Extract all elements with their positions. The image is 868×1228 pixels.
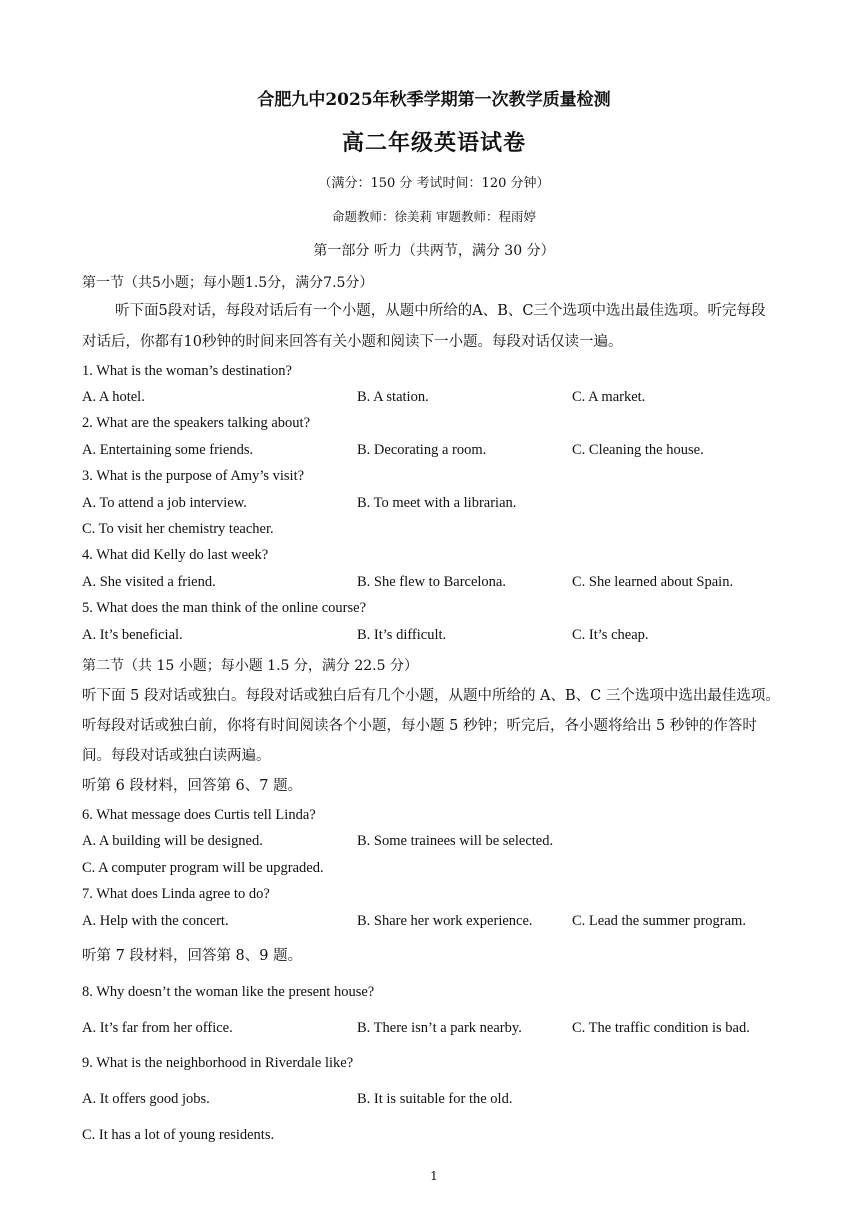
option-c: C. She learned about Spain. xyxy=(572,574,734,590)
page-number: 1 xyxy=(430,1169,438,1183)
material-6-heading: 听第 6 段材料，回答第 6、7 题。 xyxy=(82,778,303,794)
option-c: C. Cleaning the house. xyxy=(572,442,704,458)
option-a: A. It’s beneficial. xyxy=(82,627,183,643)
option-a: A. A building will be designed. xyxy=(82,833,263,849)
exam-meta: （满分：150 分 考试时间：120 分钟） xyxy=(318,176,550,191)
option-a: A. Help with the concert. xyxy=(82,913,229,929)
option-a: A. It’s far from her office. xyxy=(82,1020,233,1036)
option-b: B. It’s difficult. xyxy=(357,627,447,643)
option-b: B. There isn’t a park nearby. xyxy=(357,1020,522,1036)
option-b: B. Some trainees will be selected. xyxy=(357,833,554,849)
section2-title: 第二节（共 15 小题；每小题 1.5 分，满分 22.5 分） xyxy=(82,658,418,674)
part1-title: 第一部分 听力（共两节，满分 30 分） xyxy=(313,243,555,259)
material-7-heading: 听第 7 段材料，回答第 8、9 题。 xyxy=(82,948,303,964)
section2-instruction-line: 听每段对话或独白前，你将有时间阅读各个小题，每小题 5 秒钟；听完后，各小题将给出 5 秒钟的作答时 xyxy=(82,718,757,734)
option-c: C. Lead the summer program. xyxy=(572,913,746,929)
option-a: A. To attend a job interview. xyxy=(82,495,247,511)
section1-instruction-line: 对话后，你都有10秒钟的时间来回答有关小题和阅读下一小题。每段对话仅读一遍。 xyxy=(82,334,623,350)
option-c: C. It has a lot of young residents. xyxy=(82,1127,275,1143)
option-a: A. It offers good jobs. xyxy=(82,1091,210,1107)
question-stem: 8. Why doesn’t the woman like the present house? xyxy=(82,984,375,1000)
option-b: B. To meet with a librarian. xyxy=(357,495,517,511)
question-stem: 5. What does the man think of the online course? xyxy=(82,600,367,616)
option-b: B. A station. xyxy=(357,389,429,405)
question-stem: 9. What is the neighborhood in Riverdale like? xyxy=(82,1055,354,1071)
question-stem: 3. What is the purpose of Amy’s visit? xyxy=(82,468,305,484)
option-c: C. It’s cheap. xyxy=(572,627,649,643)
school-exam-line: 合肥九中2025年秋季学期第一次教学质量检测 xyxy=(257,90,611,110)
question-stem: 7. What does Linda agree to do? xyxy=(82,886,270,902)
option-a: A. Entertaining some friends. xyxy=(82,442,254,458)
question-stem: 2. What are the speakers talking about? xyxy=(82,415,311,431)
option-b: B. Decorating a room. xyxy=(357,442,487,458)
question-stem: 6. What message does Curtis tell Linda? xyxy=(82,807,316,823)
question-stem: 1. What is the woman’s destination? xyxy=(82,363,292,379)
option-b: B. She flew to Barcelona. xyxy=(357,574,506,590)
section2-instruction-line: 听下面 5 段对话或独白。每段对话或独白后有几个小题，从题中所给的 A、B、C 三个选项中选出最佳选项。 xyxy=(82,688,780,704)
section2-instruction-line: 间。每段对话或独白读两遍。 xyxy=(82,748,271,764)
option-b: B. Share her work experience. xyxy=(357,913,533,929)
question-stem: 4. What did Kelly do last week? xyxy=(82,547,269,563)
option-a: A. A hotel. xyxy=(82,389,145,405)
exam-teachers: 命题教师：徐美莉 审题教师：程雨婷 xyxy=(332,209,536,224)
section1-instruction-line: 听下面5段对话，每段对话后有一个小题，从题中所给的A、B、C三个选项中选出最佳选项。听完每段 xyxy=(115,303,766,319)
option-c: C. To visit her chemistry teacher. xyxy=(82,521,274,537)
option-b: B. It is suitable for the old. xyxy=(357,1091,513,1107)
section1-title: 第一节（共5小题；每小题1.5分，满分7.5分） xyxy=(82,275,374,291)
exam-title: 高二年级英语试卷 xyxy=(341,130,526,156)
option-c: C. The traffic condition is bad. xyxy=(572,1020,750,1036)
option-c: C. A market. xyxy=(572,389,646,405)
option-a: A. She visited a friend. xyxy=(82,574,216,590)
option-c: C. A computer program will be upgraded. xyxy=(82,860,324,876)
